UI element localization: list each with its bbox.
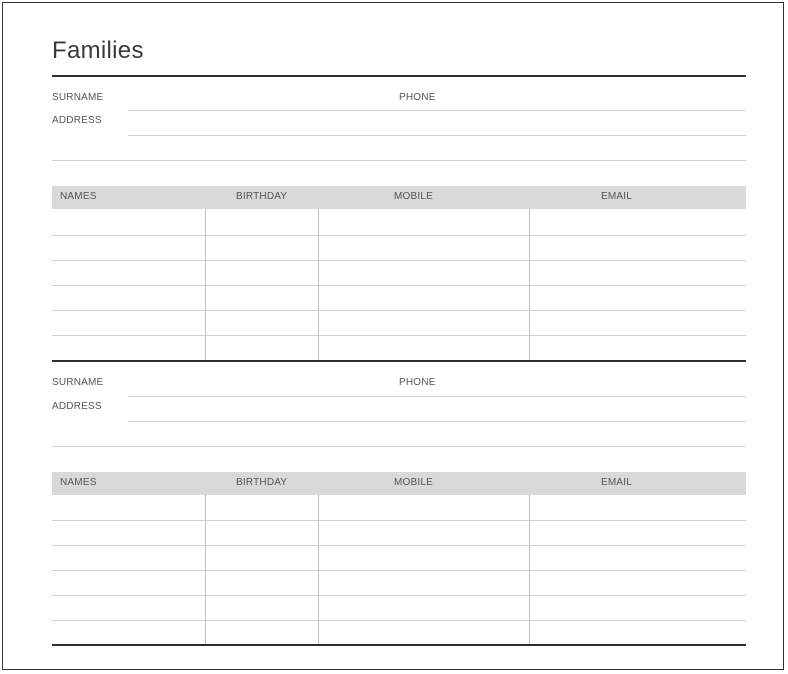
phone-label: PHONE <box>399 377 436 388</box>
surname-phone-field[interactable] <box>128 396 746 397</box>
table-row[interactable] <box>52 335 746 336</box>
section-divider <box>52 360 746 362</box>
table-header <box>52 186 746 209</box>
table-row[interactable] <box>52 545 746 546</box>
members-table <box>52 472 746 644</box>
phone-label: PHONE <box>399 92 436 103</box>
table-row[interactable] <box>52 570 746 571</box>
page-title: Families <box>52 37 144 64</box>
column-header-mobile: MOBILE <box>394 477 433 488</box>
bottom-divider <box>52 644 746 646</box>
surname-phone-field[interactable] <box>128 110 746 111</box>
column-header-names: NAMES <box>60 477 97 488</box>
address-label: ADDRESS <box>52 115 102 126</box>
address-field-line-2[interactable] <box>52 160 746 161</box>
table-row[interactable] <box>52 595 746 596</box>
column-header-names: NAMES <box>60 191 97 202</box>
table-row[interactable] <box>52 310 746 311</box>
table-header <box>52 472 746 495</box>
table-row[interactable] <box>52 285 746 286</box>
address-field-line-1[interactable] <box>128 135 746 136</box>
surname-label: SURNAME <box>52 377 104 388</box>
table-row[interactable] <box>52 520 746 521</box>
section-divider <box>52 75 746 77</box>
members-table <box>52 186 746 361</box>
column-header-email: EMAIL <box>601 191 633 202</box>
address-field-line-1[interactable] <box>128 421 746 422</box>
table-row[interactable] <box>52 260 746 261</box>
column-header-mobile: MOBILE <box>394 191 433 202</box>
surname-label: SURNAME <box>52 92 104 103</box>
address-label: ADDRESS <box>52 401 102 412</box>
column-header-email: EMAIL <box>601 477 633 488</box>
column-header-birthday: BIRTHDAY <box>236 191 288 202</box>
address-field-line-2[interactable] <box>52 446 746 447</box>
table-row[interactable] <box>52 620 746 621</box>
column-header-birthday: BIRTHDAY <box>236 477 288 488</box>
table-row[interactable] <box>52 235 746 236</box>
